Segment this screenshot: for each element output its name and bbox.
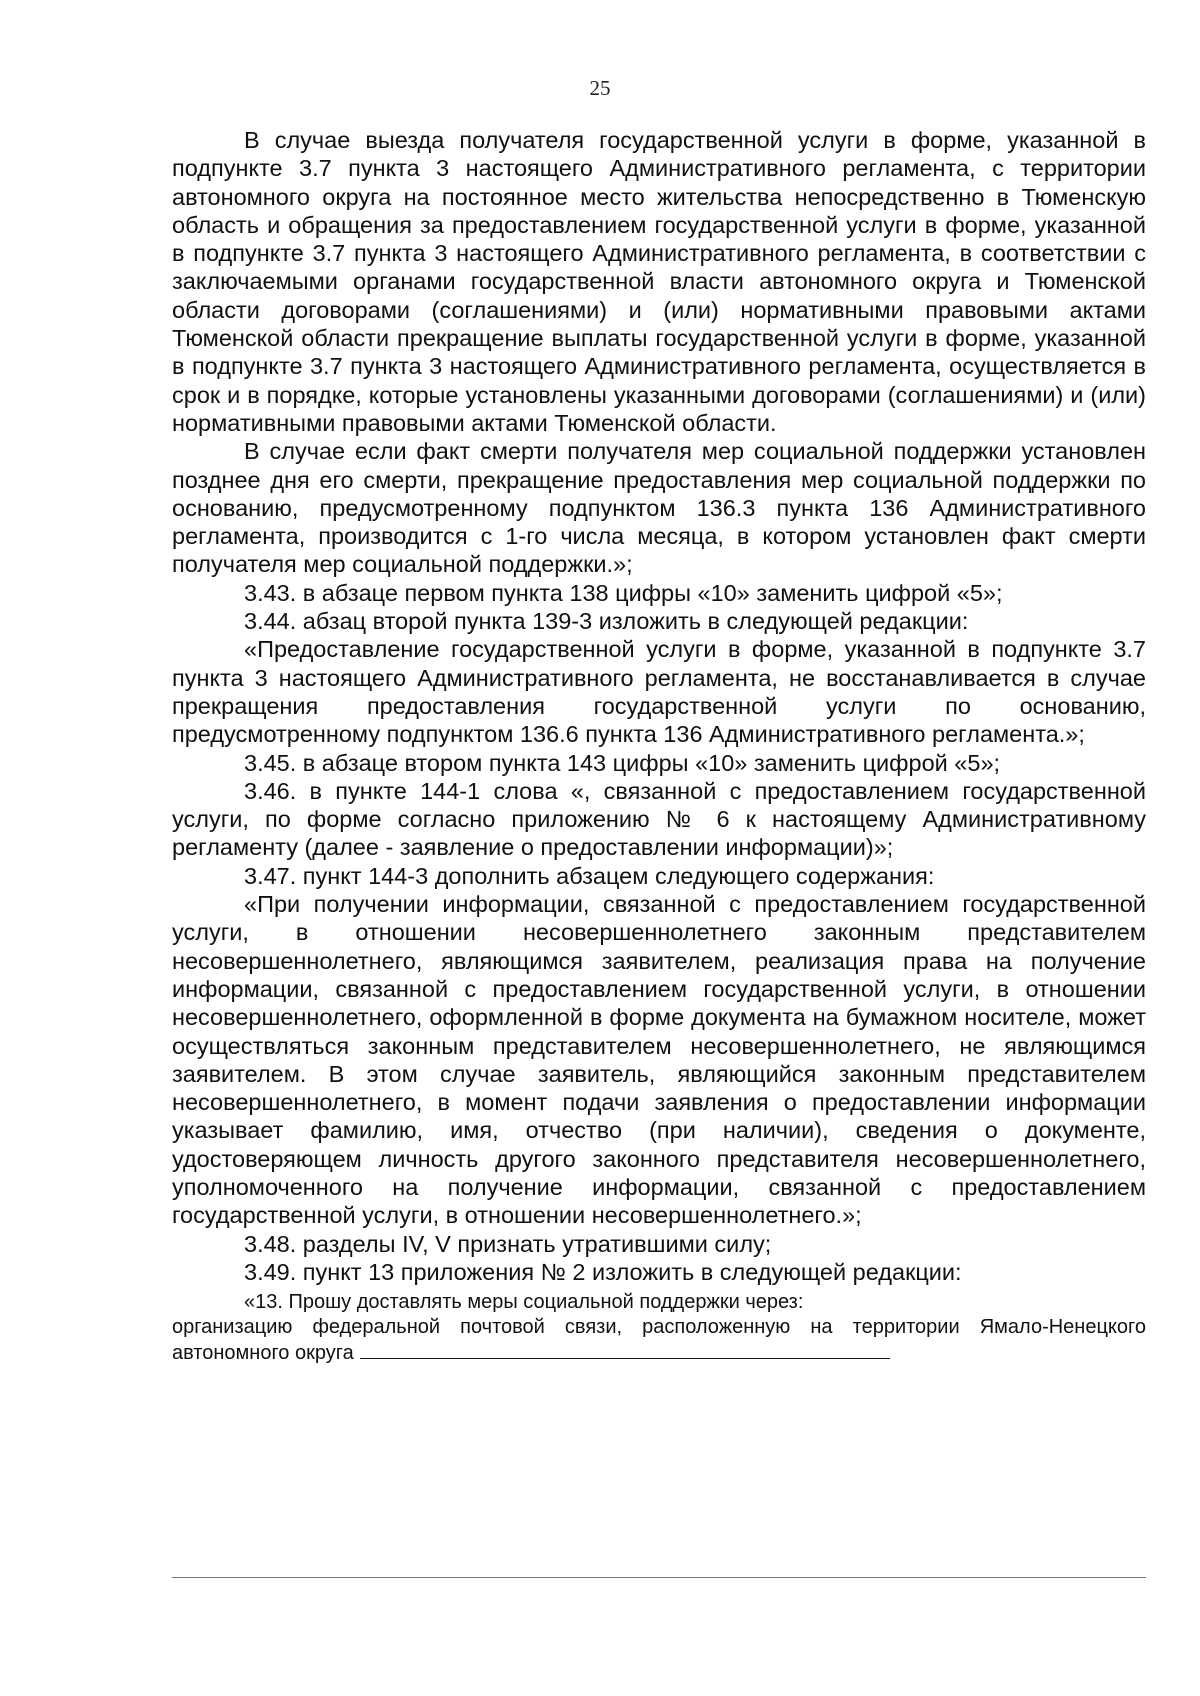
paragraph-3-47: 3.47. пункт 144-3 дополнить абзацем следующего содержания: [244, 862, 935, 889]
bottom-divider [172, 1577, 1146, 1578]
page-number: 25 [589, 76, 611, 100]
paragraph-3-45: 3.45. в абзаце втором пункта 143 цифры «10» заменить цифрой «5»; [244, 749, 1001, 776]
form-option-text: организацию федеральной почтовой связи, расположенную на территории Ямало-Ненецкого автономного округа [172, 1316, 1146, 1365]
paragraph-3-44: 3.44. абзац второй пункта 139-3 изложить в следующей редакции: [244, 608, 969, 635]
paragraph-death-fact: В случае если факт смерти получателя мер социальной поддержки установлен позднее дня его смерти, прекращение предоставления мер социальной поддержки по основанию, предусмотренному подпунктом 136.3 пункта 136 Административного регламента, производится с 1-го числа месяца, в котором установлен факт смерти получателя мер социальной поддержки.»; [172, 438, 1146, 578]
fill-in-blank-line [360, 1340, 890, 1359]
paragraph-3-48: 3.48. разделы IV, V признать утратившими силу; [244, 1230, 772, 1257]
form-option-postal [172, 1315, 1146, 1366]
form-item-13: «13. Прошу доставлять меры социальной поддержки через: [244, 1291, 804, 1314]
paragraph-quote-139-3: «Предоставление государственной услуги в форме, указанной в подпункте 3.7 пункта 3 настоящего Административного регламента, не восстанавливается в случае прекращения предоставления государственной услуги по основанию, предусмотренному подпунктом 136.6 пункта 136 Административного регламента.»; [172, 636, 1146, 748]
paragraph-tyumen-relocation: В случае выезда получателя государственной услуги в форме, указанной в подпункте 3.7 пункта 3 настоящего Административного регламента, с территории автономного округа на постоянное место жительства непосредственно в Тюменскую область и обращения за предоставлением государственной услуги в форме, указанной в подпункте 3.7 пункта 3 настоящего Административного регламента, в соответствии с заключаемыми органами государственной власти автономного округа и Тюменской области договорами (соглашениями) и (или) нормативными правовыми актами Тюменской области прекращение выплаты государственной услуги в форме, указанной в подпункте 3.7 пункта 3 настоящего Административного регламента, осуществляется в срок и в порядке, которые установлены указанными договорами (соглашениями) и (или) нормативными правовыми актами Тюменской области. [172, 127, 1146, 436]
form-excerpt [172, 1290, 1146, 1366]
document-body [172, 126, 1146, 1366]
paragraph-3-49: 3.49. пункт 13 приложения № 2 изложить в следующей редакции: [244, 1258, 962, 1285]
paragraph-3-46: 3.46. в пункте 144-1 слова «, связанной с предоставлением государственной услуги, по форме согласно приложению № 6 к настоящему Административному регламенту (далее - заявление о предоставлении информации)»; [172, 777, 1146, 861]
paragraph-3-43: 3.43. в абзаце первом пункта 138 цифры «10» заменить цифрой «5»; [244, 579, 1003, 606]
paragraph-quote-144-3: «При получении информации, связанной с предоставлением государственной услуги, в отношении несовершеннолетнего законным представителем несовершеннолетнего, являющимся заявителем, реализация права на получение информации, связанной с предоставлением государственной услуги, в отношении несовершеннолетнего, оформленной в форме документа на бумажном носителе, может осуществляться законным представителем несовершеннолетнего, не являющимся заявителем. В этом случае заявитель, являющийся законным представителем несовершеннолетнего, в момент подачи заявления о предоставлении информации указывает фамилию, имя, отчество (при наличии), сведения о документе, удостоверяющем личность другого законного представителя несовершеннолетнего, уполномоченного на получение информации, связанной с предоставлением государственной услуги, в отношении несовершеннолетнего.»; [172, 891, 1146, 1229]
